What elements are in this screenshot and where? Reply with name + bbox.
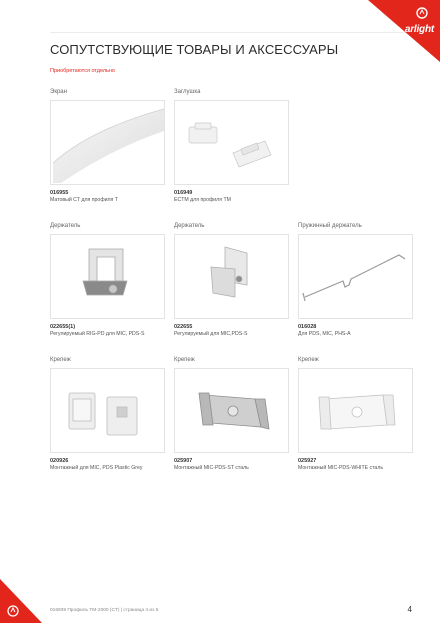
product-image-white-clip <box>298 368 413 453</box>
page-number: 4 <box>407 605 412 614</box>
product-image-steel-clip <box>174 368 289 453</box>
product-desc: Матовый CT для профиля T <box>50 197 118 203</box>
product-desc: Регулируемый для MIC,PDS-S <box>174 331 248 337</box>
product-code: 016028 <box>298 324 317 330</box>
footer-text: 016939 Профиль TM-2000 (CT) | страница 4 из 5 <box>50 608 159 613</box>
product-code: 016949 <box>174 190 193 196</box>
product-card <box>174 88 289 204</box>
product-image-adjustable-holder-2 <box>174 234 289 319</box>
product-image-diffuser <box>50 100 165 185</box>
product-image-end-caps <box>174 100 289 185</box>
product-desc: Монтажный MIC-PDS-WHITE сталь <box>298 465 384 471</box>
product-desc: ECTM для профиля TM <box>174 197 231 203</box>
product-category: Крепеж <box>298 357 319 363</box>
product-code: 016955 <box>50 190 69 196</box>
product-category: Держатель <box>174 223 205 229</box>
logo-text: arlight <box>404 24 434 35</box>
product-card <box>174 222 289 338</box>
product-category: Крепеж <box>174 357 195 363</box>
product-desc: Для PDS, MIC, PHS-A <box>298 331 351 337</box>
footer-logo <box>0 579 42 623</box>
brand-logo <box>360 0 440 62</box>
product-card <box>174 356 289 472</box>
product-category: Заглушка <box>174 89 201 95</box>
product-code: 025907 <box>174 458 193 464</box>
title-rule <box>50 32 405 33</box>
product-code: 025927 <box>298 458 317 464</box>
product-card <box>50 356 165 472</box>
product-image-adjustable-holder <box>50 234 165 319</box>
product-image-plastic-clips <box>50 368 165 453</box>
product-category: Экран <box>50 89 67 95</box>
product-card <box>50 222 165 338</box>
product-card <box>298 222 413 338</box>
product-card <box>298 356 413 472</box>
product-desc: Регулируемый RIG-PD для MIC, PDS-S <box>50 331 145 337</box>
product-category: Крепеж <box>50 357 71 363</box>
page-subtitle: Приобретаются отдельно <box>50 68 115 74</box>
product-card <box>50 88 165 204</box>
product-code: 020926 <box>50 458 69 464</box>
product-category: Держатель <box>50 223 81 229</box>
product-category: Пружинный держатель <box>298 223 362 229</box>
page-title: СОПУТСТВУЮЩИЕ ТОВАРЫ И АКСЕССУАРЫ <box>50 42 339 57</box>
product-code: 022655 <box>174 324 193 330</box>
product-image-spring-holder <box>298 234 413 319</box>
product-desc: Монтажный для MIC, PDS Plastic Grey <box>50 465 143 471</box>
product-desc: Монтажный MIC-PDS-ST сталь <box>174 465 249 471</box>
product-code: 022655(1) <box>50 324 76 330</box>
